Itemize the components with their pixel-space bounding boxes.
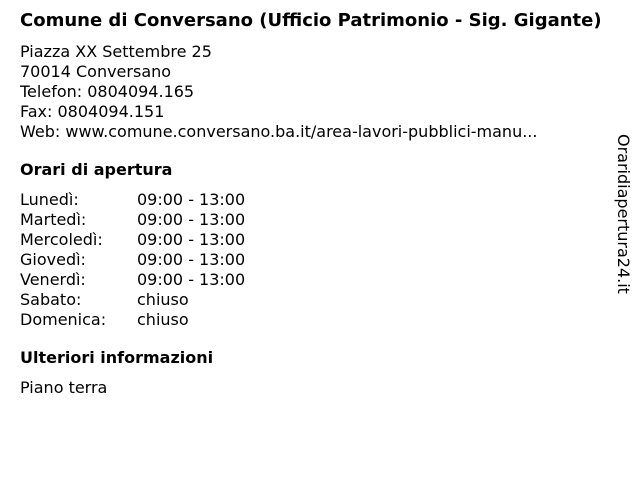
hours-row-sunday (20, 310, 245, 330)
fax-number: Fax: 0804094.151 (20, 102, 165, 121)
day-label: Lunedì: (20, 190, 79, 209)
street-address: Piazza XX Settembre 25 (20, 42, 212, 61)
phone-number: Telefon: 0804094.165 (20, 82, 195, 101)
day-hours: 09:00 - 13:00 (137, 210, 246, 229)
site-watermark: Oraridiapertura24.it (614, 134, 633, 294)
day-label: Mercoledì: (20, 230, 103, 249)
opening-hours-heading: Orari di apertura (20, 160, 173, 179)
hours-row-friday (20, 270, 245, 290)
postal-city: 70014 Conversano (20, 62, 172, 81)
day-hours: 09:00 - 13:00 (137, 250, 246, 269)
office-card (20, 10, 620, 398)
day-hours: chiuso (137, 310, 189, 329)
hours-row-thursday (20, 250, 245, 270)
hours-row-tuesday (20, 210, 245, 230)
hours-row-wednesday (20, 230, 245, 250)
opening-hours-table (20, 190, 245, 330)
day-hours: 09:00 - 13:00 (137, 270, 246, 289)
day-hours: 09:00 - 13:00 (137, 230, 246, 249)
website-link[interactable]: Web: www.comune.conversano.ba.it/area-lavori-pubblici-manu... (20, 122, 538, 141)
office-title: Comune di Conversano (Ufficio Patrimonio - Sig. Gigante) (20, 10, 602, 31)
hours-row-monday (20, 190, 245, 210)
hours-row-saturday (20, 290, 245, 310)
day-label: Sabato: (20, 290, 82, 309)
more-info-heading: Ulteriori informazioni (20, 348, 214, 367)
more-info-text: Piano terra (20, 378, 108, 397)
day-label: Domenica: (20, 310, 107, 329)
address-block (20, 42, 620, 142)
day-hours: 09:00 - 13:00 (137, 190, 246, 209)
day-label: Giovedì: (20, 250, 86, 269)
day-hours: chiuso (137, 290, 189, 309)
day-label: Venerdì: (20, 270, 86, 289)
day-label: Martedì: (20, 210, 87, 229)
